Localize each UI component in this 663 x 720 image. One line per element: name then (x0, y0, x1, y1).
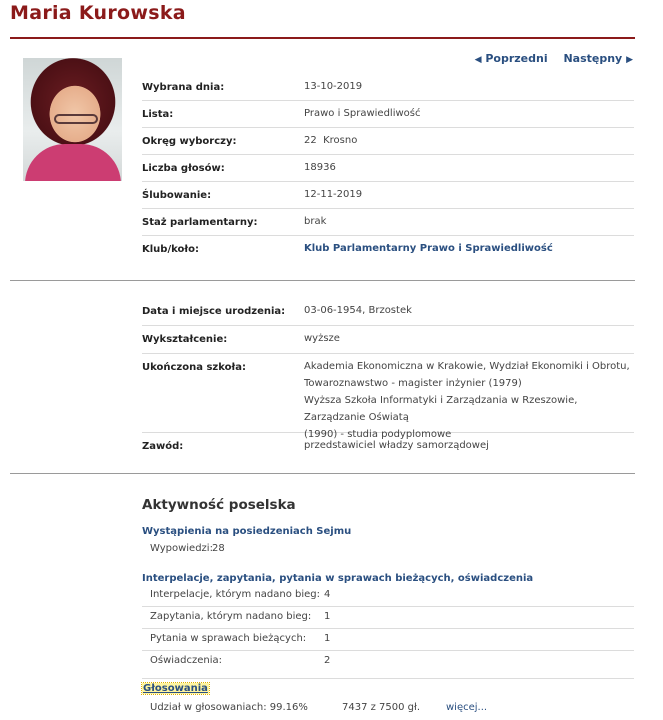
label: Ślubowanie: (142, 190, 212, 201)
school-line: (1990) - studia podyplomowe (304, 429, 452, 440)
member-photo (23, 58, 122, 181)
photo-glasses (54, 114, 98, 124)
section-divider (10, 280, 635, 281)
label: Wybrana dnia: (142, 82, 225, 93)
label: Wykształcenie: (142, 334, 228, 345)
row-birth (142, 298, 634, 326)
label: Lista: (142, 109, 174, 120)
voting-count: 7437 z 7500 gł. (342, 702, 421, 713)
value: 1 (324, 611, 331, 622)
value: 2 (324, 655, 331, 666)
title-divider (10, 37, 635, 39)
speeches-count: 28 (212, 543, 225, 554)
label: Ukończona szkoła: (142, 362, 246, 373)
row-profession (142, 433, 634, 460)
label: Liczba głosów: (142, 163, 225, 174)
row-seniority (142, 209, 634, 236)
label: Klub/koło: (142, 244, 199, 255)
interp-row (142, 651, 634, 672)
interp-row (142, 585, 634, 607)
value: Prawo i Sprawiedliwość (304, 108, 421, 119)
label: Data i miejsce urodzenia: (142, 306, 286, 317)
voting-participation: Udział w głosowaniach: 99.16% (150, 702, 308, 713)
basic-info-table (142, 74, 634, 262)
value: 12-11-2019 (304, 189, 363, 200)
voting-more-link[interactable]: więcej... (446, 702, 488, 713)
interpellations-heading: Interpelacje, zapytania, pytania w sprawach bieżących, oświadczenia (142, 573, 534, 584)
value: 18936 (304, 162, 336, 173)
value: wyższe (304, 333, 340, 344)
label: Pytania w sprawach bieżących: (150, 633, 307, 644)
row-votes (142, 155, 634, 182)
interp-row (142, 607, 634, 629)
label: Okręg wyborczy: (142, 136, 237, 147)
value: 13-10-2019 (304, 81, 363, 92)
value: brak (304, 216, 327, 227)
row-district (142, 128, 634, 155)
school-list (304, 358, 630, 443)
label: Staż parlamentarny: (142, 217, 258, 228)
arrow-left-icon: ◀ (474, 55, 482, 65)
next-label: Następny (563, 52, 623, 65)
row-education (142, 326, 634, 354)
value: 03-06-1954, Brzostek (304, 305, 412, 316)
prev-link[interactable] (475, 52, 548, 65)
interp-row (142, 629, 634, 651)
value: przedstawiciel władzy samorządowej (304, 440, 489, 451)
speeches-heading: Wystąpienia na posiedzeniach Sejmu (142, 526, 352, 537)
page-title: Maria Kurowska (10, 2, 186, 24)
section-divider (10, 473, 635, 474)
label: Zapytania, którym nadano bieg: (150, 611, 312, 622)
school-line: Towaroznawstwo - magister inżynier (1979) (304, 378, 522, 389)
value: 22 Krosno (304, 135, 358, 146)
row-list (142, 101, 634, 128)
club-link[interactable]: Klub Parlamentarny Prawo i Sprawiedliwość (304, 243, 553, 254)
voting-link[interactable]: Głosowania (143, 683, 208, 694)
pagination-nav (475, 52, 633, 65)
value: 4 (324, 589, 331, 600)
label: Oświadczenia: (150, 655, 223, 666)
personal-info-table (142, 298, 634, 460)
school-line: Wyższa Szkoła Informatyki i Zarządzania w Rzeszowie, Zarządzanie Oświatą (304, 395, 578, 423)
row-divider (142, 678, 634, 679)
row-club (142, 236, 634, 262)
school-line: Akademia Ekonomiczna w Krakowie, Wydział Ekonomiki i Obrotu, (304, 361, 630, 372)
label: Zawód: (142, 441, 184, 452)
row-school (142, 354, 634, 440)
label: Interpelacje, którym nadano bieg: (150, 589, 321, 600)
activity-title: Aktywność poselska (142, 497, 296, 513)
speeches-label: Wypowiedzi: (150, 543, 213, 554)
prev-label: Poprzedni (485, 52, 548, 65)
photo-body (25, 144, 121, 181)
arrow-right-icon: ▶ (626, 55, 633, 65)
next-link[interactable] (563, 52, 633, 65)
value: 1 (324, 633, 331, 644)
row-elected-date (142, 74, 634, 101)
row-oath (142, 182, 634, 209)
